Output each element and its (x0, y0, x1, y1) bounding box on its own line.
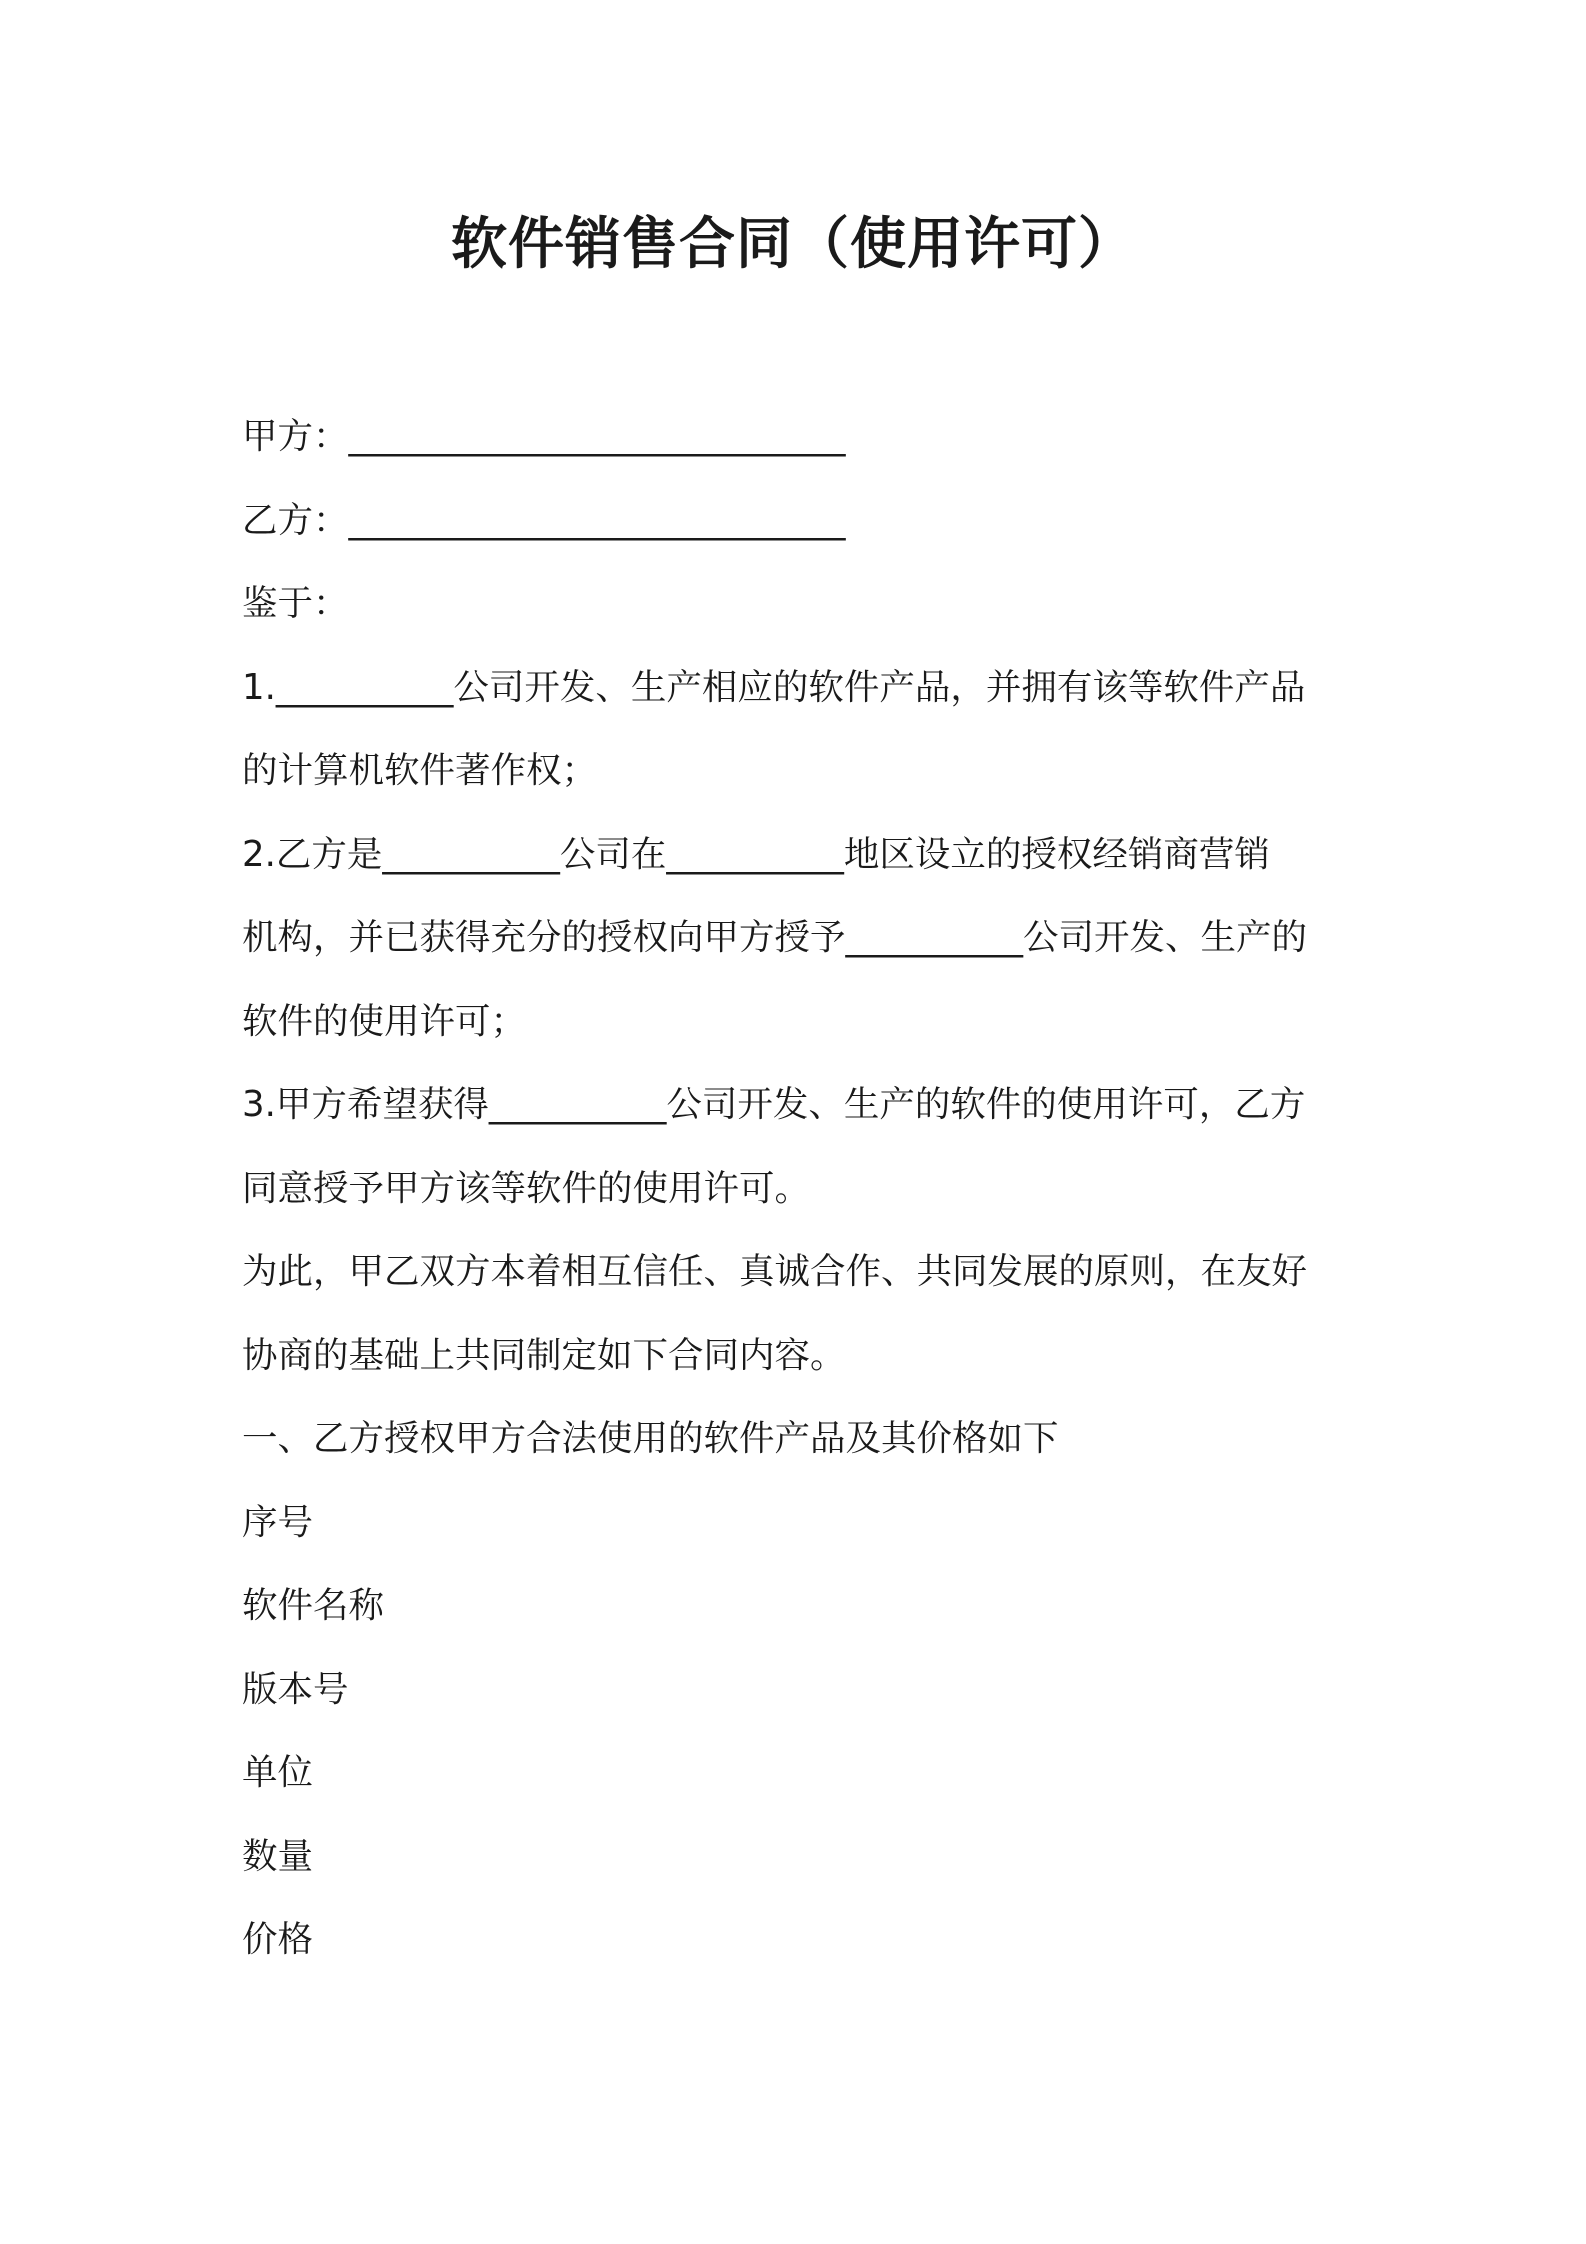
preamble-line-1: 为此，甲乙双方本着相互信任、真诚合作、共同发展的原则，在友好 (242, 1251, 1308, 1292)
field-quantity: 数量 (242, 1835, 314, 1877)
field-price: 价格 (242, 1919, 314, 1960)
document-body (242, 395, 1362, 1982)
field-software-name: 软件名称 (242, 1585, 385, 1626)
field-version-number: 版本号 (242, 1668, 349, 1710)
preamble-line-2: 协商的基础上共同制定如下合同内容。 (242, 1334, 846, 1376)
document-title: 软件销售合同（使用许可） (451, 212, 1135, 277)
recital-2-line-1: 2.乙方是__________公司在__________地区设立的授权经销商营销 (242, 833, 1270, 875)
field-serial-number: 序号 (242, 1501, 314, 1543)
whereas-heading: 鉴于： (242, 583, 349, 624)
recital-3-line-2: 同意授予甲方该等软件的使用许可。 (242, 1167, 811, 1209)
section-1-heading: 一、乙方授权甲方合法使用的软件产品及其价格如下 (242, 1418, 1059, 1459)
recital-2-line-3: 软件的使用许可； (242, 1000, 527, 1042)
party-b-line: 乙方：____________________________ (242, 499, 846, 541)
party-a-line: 甲方：____________________________ (242, 416, 846, 457)
recital-3-line-1: 3.甲方希望获得__________公司开发、生产的软件的使用许可，乙方 (242, 1084, 1306, 1125)
recital-1-line-1: 1.__________公司开发、生产相应的软件产品，并拥有该等软件产品 (242, 666, 1306, 708)
recital-2-line-2: 机构，并已获得充分的授权向甲方授予__________公司开发、生产的 (242, 917, 1308, 958)
recital-1-line-2: 的计算机软件著作权； (242, 750, 598, 791)
field-unit: 单位 (242, 1752, 314, 1793)
